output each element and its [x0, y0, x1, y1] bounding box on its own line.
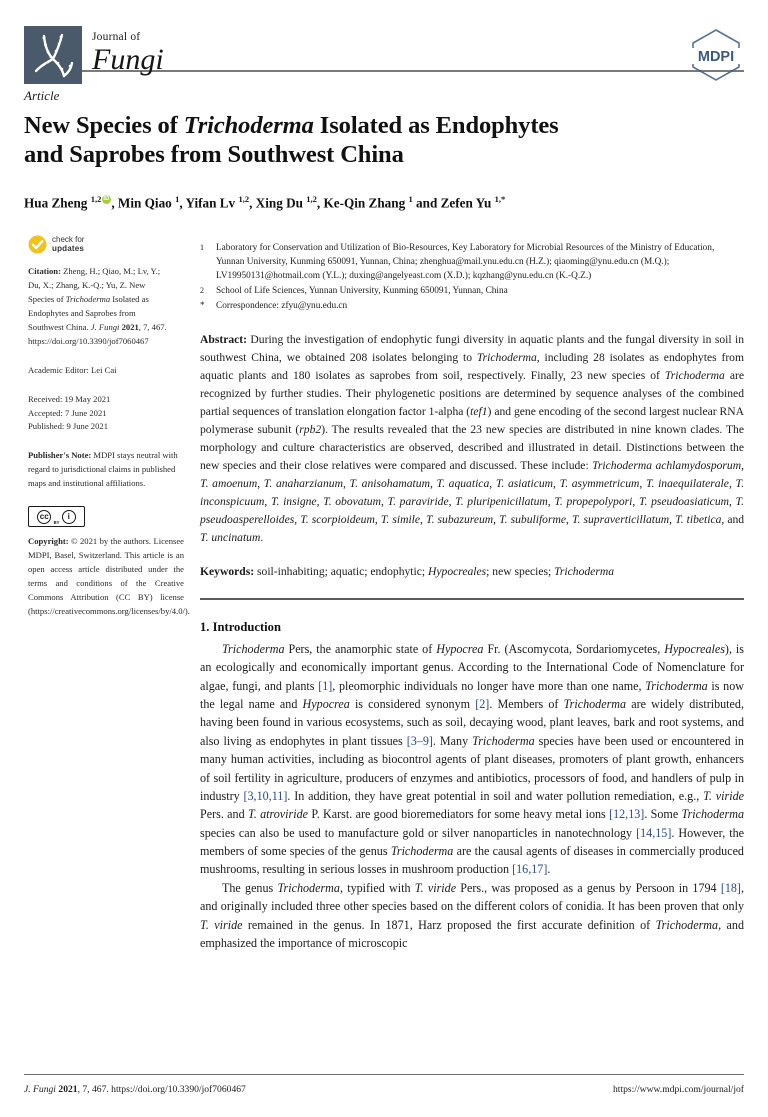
citation-line-3: Endophytes and Saprobes from [28, 307, 136, 318]
check-for-updates-text [52, 235, 84, 255]
author-name: Hua Zheng [24, 195, 91, 211]
affiliation-2-marker: 2 [200, 286, 204, 296]
author-separator: and [412, 195, 441, 211]
copyright-text: © 2021 by the authors. Licensee MDPI, Basel, Switzerland. This article is an open access article distributed under the terms and conditions of the Creative Commons Attribution (CC BY) license (https://creativecommons.org/licenses/by/4.0/). [28, 536, 190, 616]
author-name: Min Qiao [117, 195, 176, 211]
affiliation-1-marker: 1 [200, 242, 204, 252]
date-published-label: Published: [28, 421, 65, 432]
keywords-text: soil-inhabiting; aquatic; endophytic; Hypocreales; new species; Trichoderma [257, 564, 615, 578]
author-name: Yifan Lv [185, 195, 239, 211]
body-columns [24, 231, 744, 953]
date-accepted-value: 7 June 2021 [65, 407, 107, 418]
author-affiliation-marker: 1,2 [238, 193, 250, 204]
author-affiliation-marker: 1 [408, 193, 413, 204]
date-received-label: Received: [28, 393, 63, 404]
check-circle-icon [28, 235, 47, 254]
footer-journal-url[interactable]: https://www.mdpi.com/journal/jof [612, 1084, 744, 1095]
journal-label: Journal of [92, 31, 141, 44]
date-received [28, 393, 184, 407]
svg-text:MDPI: MDPI [697, 49, 735, 65]
footer-divider [24, 1074, 744, 1075]
intro-paragraph-1: Trichoderma Pers, the anamorphic state of Hypocrea Fr. (Ascomycota, Sordariomycetes, Hypocreales), is an ecologically and economically important genus. According to the International Code of Nomenclature for algae, fungi, and plants [1], pleomorphic individuals no longer have more than one name, Trichoderma is now the legal name and Hypocrea is considered synonym [2]. Members of Trichoderma are widely distributed, having been found in various ecosystems, such as soil, decaying wood, plant leaves, bark and root systems, and also living as endophytes in plant tissues [3–9]. Many Trichoderma species have been used or encountered in many human activities, including as biocontrol agents of plant diseases, promoters of plant growth, enhancers of soil fertility in agriculture, producers of enzymes and antibiotics, processors of food, and handlers of pulp in industry [3,10,11]. In addition, they have great potential in soil and water pollution remediation, e.g., T. viride Pers. and T. atroviride P. Karst. are good bioremediators for some heavy metal ions [12,13]. Some Trichoderma species can also be used to manufacture gold or silver nanoparticles in nanotechnology [14,15]. However, the members of some species of the genus Trichoderma are the causal agents of diseases in commercially produced mushrooms, resulting in serious losses in mushroom production [16,17]. [200, 641, 745, 877]
footer-journal-name: J. Fungi [24, 1084, 56, 1095]
affiliation-correspondence-text: Correspondence: zfyu@ynu.edu.cn [216, 301, 348, 312]
author-affiliation-marker: 1 [175, 193, 180, 204]
cc-icon: cc [37, 510, 51, 524]
page-title [24, 112, 744, 170]
title-part-1: New Species of [24, 112, 184, 139]
article-type-label: Article [24, 88, 60, 103]
citation-doi-link[interactable]: https://doi.org/10.3390/jof7060467 [28, 335, 149, 346]
cfu-line-1: check for [52, 234, 85, 244]
title-line-2: and Saprobes from Southwest China [24, 140, 404, 168]
author-name: Zefen Yu [440, 195, 495, 211]
section-heading-introduction: 1. Introduction [200, 619, 281, 634]
title-part-2: Isolated as Endophytes [313, 112, 559, 139]
intro-paragraph-2: The genus Trichoderma, typified with T. viride Pers., was proposed as a genus by Persoon in 1794 [18], and originally included three other species based on the different colors of conidia. It has been proven that only T. viride remained in the genus. In 1871, Harz proposed the first accurate definition of Trichoderma, and emphasized the importance of microscopic [200, 880, 744, 950]
page-footer [24, 1074, 744, 1095]
citation-line-1: Du, X.; Zhang, K.-Q.; Yu, Z. New [28, 280, 146, 291]
mdpi-logo-icon [688, 26, 744, 84]
academic-editor-value: Lei Cai [91, 364, 117, 375]
sidebar [24, 231, 200, 953]
author-separator: , [179, 195, 186, 211]
date-published-value: 9 June 2021 [66, 421, 108, 432]
copyright-label: Copyright: [28, 536, 69, 547]
citation-label: Citation: [28, 266, 61, 277]
cc-by-license-badge[interactable] [28, 506, 85, 527]
citation-line-4: Southwest China. J. Fungi 2021, 7, 467. [28, 321, 167, 332]
publishers-note-text: MDPI stays neutral with regard to jurisdictional claims in published maps and institutional affiliations. [28, 450, 178, 489]
academic-editor-block [28, 364, 184, 378]
author-affiliation-marker: 1,2 [306, 193, 317, 204]
cfu-line-2: updates [52, 244, 85, 254]
abstract-label: Abstract: [200, 333, 248, 347]
footer-rest: , 7, 467. https://doi.org/10.3390/jof7060467 [77, 1084, 246, 1095]
affiliation-correspondence-marker: * [200, 301, 205, 312]
footer-citation [24, 1084, 246, 1095]
copyright-block [28, 535, 190, 619]
keywords [200, 563, 744, 580]
author-separator: , [316, 195, 324, 211]
affiliation-correspondence [200, 299, 744, 313]
author-affiliation-marker: 1,* [494, 193, 506, 204]
title-genus-italic: Trichoderma [183, 112, 314, 139]
affiliation-2-text: School of Life Sciences, Yunnan University, Kunming 650091, Yunnan, China [216, 286, 508, 297]
citation-block [28, 265, 184, 349]
author-affiliation-marker: 1,2 [90, 193, 102, 204]
fungi-hyphae-logo-icon [24, 26, 82, 84]
author-separator: , [249, 195, 256, 211]
date-received-value: 19 May 2021 [64, 393, 111, 404]
affiliation-1 [200, 241, 744, 283]
affiliation-2 [200, 284, 744, 298]
publishers-note-block [28, 449, 184, 491]
page-header [24, 0, 744, 76]
citation-line-2: Species of Trichoderma Isolated as [28, 294, 149, 305]
date-accepted [28, 407, 184, 421]
orcid-icon[interactable] [102, 195, 111, 204]
author-name: Ke-Qin Zhang [323, 195, 409, 211]
publishers-note-label: Publisher's Note: [28, 450, 92, 461]
journal-title-block [92, 32, 164, 77]
date-accepted-label: Accepted: [28, 407, 63, 418]
academic-editor-label: Academic Editor: [28, 364, 89, 375]
abstract-text: During the investigation of endophytic fungi diversity in aquatic plants and the fungal diversity in soil in southwest China, we obtained 208 isolates belonging to Trichoderma, including 28 isolates as endophytes from aquatic plants and 180 isolates as saprobes from soil, respectively. Finally, 23 new species of Trichoderma are recognized by further studies. Their phylogenetic positions are determined by sequence analyses of the combined partial sequences of translation elongation factor 1-alpha (tef1) and gene encoding of the second largest nuclear RNA polymerase subunit (rpb2). The results revealed that the 23 new species are distributed in nine known clades. The morphology and culture characteristics are observed, described and illustrated in detail. Distinctions between the new species and their close relatives were compared and discussed. These include: Trichoderma achlamydosporum, T. amoenum, T. anaharzianum, T. anisohamatum, T. aquatica, T. asiaticum, T. asymmetricum, T. inaequilaterale, T. inconspicuum, T. insigne, T. obovatum, T. paraviride, T. pluripenicillatum, T. propepolypori, T. pseudoasiaticum, T. pseudoasperelloides, T. scorpioideum, T. simile, T. subazureum, T. subuliforme, T. supraverticillatum, T. tibetica, and T. uncinatum. [200, 333, 745, 544]
author-list [24, 194, 744, 213]
section-divider [200, 598, 744, 600]
check-for-updates-badge[interactable] [28, 235, 184, 255]
dates-block [28, 393, 184, 435]
affiliations [200, 241, 744, 314]
footer-year: 2021 [58, 1084, 78, 1095]
abstract [200, 331, 744, 547]
date-published [28, 420, 184, 434]
cc-by-person-icon: i [62, 510, 76, 524]
citation-line-0: Zheng, H.; Qiao, M.; Lv, Y.; [63, 266, 161, 277]
author-name: Xing Du [255, 195, 307, 211]
journal-brand [24, 26, 164, 84]
affiliation-1-text: Laboratory for Conservation and Utilization of Bio-Resources, Key Laboratory for Microbial Resources of the Ministry of Education, Yunnan University, Kunming 650091, Yunnan, China; zhenghua@mail.ynu.edu.cn (H.Z.); qiaoming@ynu.edu.cn (M.Q.); LV19950131@hotmail.com (Y.L.); duxing@angelyeast.com (X.D.); kqzhang@ynu.edu.cn (K.-Q.Z.) [216, 242, 715, 281]
author-separator: , [111, 195, 118, 211]
keywords-label: Keywords: [200, 564, 255, 578]
main-column [200, 231, 744, 953]
journal-name: Fungi [92, 42, 164, 76]
cc-by-label: BY [53, 520, 60, 526]
